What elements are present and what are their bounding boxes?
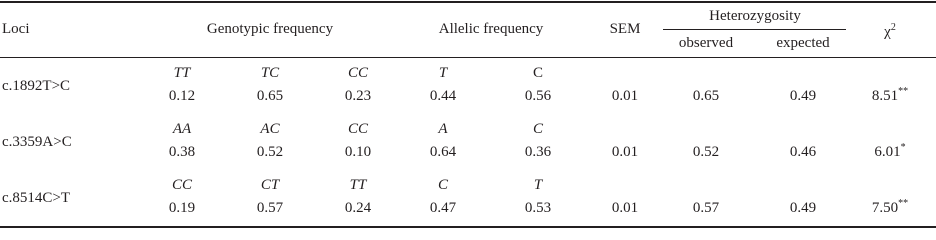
observed-heterozygosity: 0.52 xyxy=(692,144,720,160)
observed-heterozygosity: 0.65 xyxy=(692,88,720,104)
allele-label: C xyxy=(532,121,544,137)
header-genotypic-frequency: Genotypic frequency xyxy=(206,21,334,37)
genotype-frequency: 0.57 xyxy=(256,200,284,216)
observed-heterozygosity: 0.57 xyxy=(692,200,720,216)
genotype-frequency: 0.19 xyxy=(168,200,196,216)
allele-label: A xyxy=(438,121,448,137)
allele-frequency: 0.44 xyxy=(429,88,457,104)
genotype-label: AC xyxy=(260,121,280,137)
expected-heterozygosity: 0.49 xyxy=(789,200,817,216)
genotype-label: CC xyxy=(171,177,193,193)
chi-square-value: 6.01* xyxy=(874,142,906,160)
top-rule xyxy=(0,1,936,3)
allele-frequency: 0.36 xyxy=(524,144,552,160)
allele-frequency: 0.53 xyxy=(524,200,552,216)
chi-square-value: 8.51** xyxy=(871,86,909,104)
allele-frequency: 0.64 xyxy=(429,144,457,160)
genotype-frequency: 0.24 xyxy=(344,200,372,216)
header-chi-square: $\chi^2$ xyxy=(884,22,896,40)
genotype-frequency: 0.10 xyxy=(344,144,372,160)
chi-square-value: 7.50** xyxy=(871,198,909,216)
genotype-frequency: 0.23 xyxy=(344,88,372,104)
allele-frequency: 0.47 xyxy=(429,200,457,216)
genotype-label: CT xyxy=(260,177,280,193)
header-observed: observed xyxy=(678,35,734,51)
allele-label: C xyxy=(532,65,544,81)
header-sem: SEM xyxy=(609,21,641,37)
bottom-rule xyxy=(0,226,936,228)
genotype-label: TC xyxy=(260,65,280,81)
genotype-frequency: 0.38 xyxy=(168,144,196,160)
significance-marker: ** xyxy=(898,86,909,97)
genotype-label: TT xyxy=(349,177,367,193)
header-expected: expected xyxy=(776,35,830,51)
expected-heterozygosity: 0.46 xyxy=(789,144,817,160)
sem-value: 0.01 xyxy=(611,144,639,160)
header-allelic-frequency: Allelic frequency xyxy=(438,21,544,37)
genotype-label: CC xyxy=(347,65,369,81)
locus-label: c.3359A>C xyxy=(2,134,72,150)
expected-heterozygosity: 0.49 xyxy=(789,88,817,104)
genotype-frequency: 0.65 xyxy=(256,88,284,104)
sem-value: 0.01 xyxy=(611,200,639,216)
genotype-label: TT xyxy=(173,65,191,81)
header-heterozygosity: Heterozygosity xyxy=(709,8,801,24)
locus-label: c.8514C>T xyxy=(2,190,71,206)
genotype-frequency: 0.52 xyxy=(256,144,284,160)
allele-label: C xyxy=(437,177,449,193)
genotype-label: AA xyxy=(172,121,192,137)
allele-label: T xyxy=(533,177,543,193)
header-rule xyxy=(0,57,936,58)
locus-label: c.1892T>C xyxy=(2,78,71,94)
significance-marker: * xyxy=(900,142,906,153)
header-loci: Loci xyxy=(2,21,30,37)
allele-label: T xyxy=(438,65,448,81)
allele-frequency: 0.56 xyxy=(524,88,552,104)
sem-value: 0.01 xyxy=(611,88,639,104)
genotype-frequency: 0.12 xyxy=(168,88,196,104)
genotype-label: CC xyxy=(347,121,369,137)
significance-marker: ** xyxy=(898,198,909,209)
heterozygosity-rule xyxy=(663,29,846,30)
